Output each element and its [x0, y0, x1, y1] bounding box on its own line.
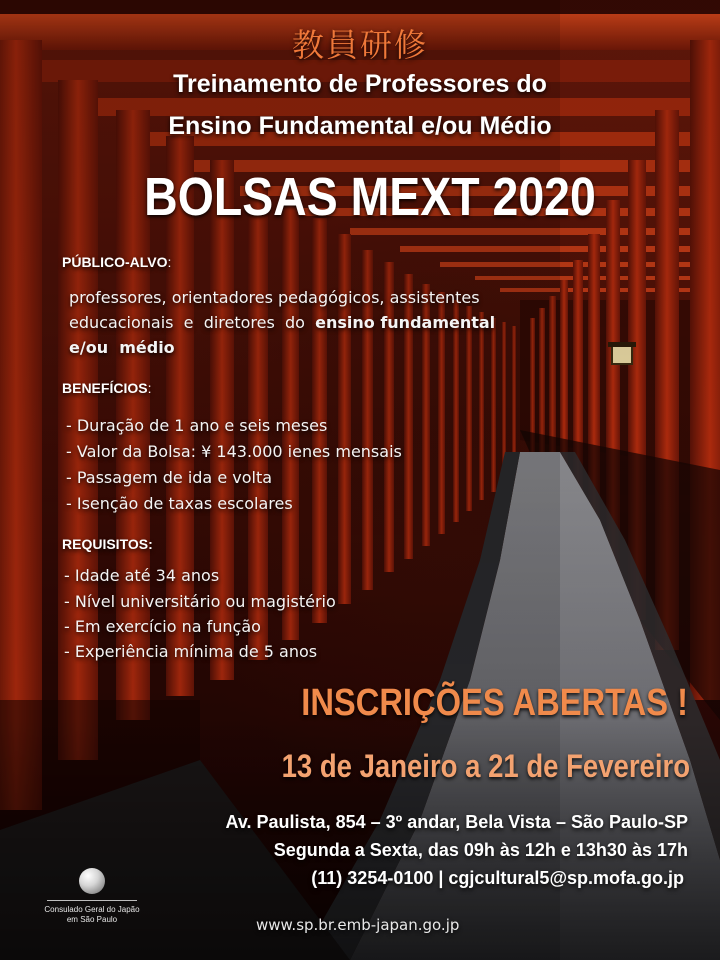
- logo-text-line-2: em São Paulo: [66, 915, 118, 924]
- requisito-item: - Idade até 34 anos: [64, 566, 220, 585]
- requisito-item: - Experiência mínima de 5 anos: [64, 642, 318, 661]
- requisito-item: - Nível universitário ou magistério: [64, 592, 336, 611]
- consulate-emblem-icon: [79, 868, 105, 894]
- title-line-2: Ensino Fundamental e/ou Médio: [168, 112, 552, 140]
- contact-hours: Segunda a Sexta, das 09h às 12h e 13h30 às 17h: [273, 840, 688, 860]
- contact-address: Av. Paulista, 854 – 3º andar, Bela Vista – São Paulo-SP: [225, 812, 688, 832]
- publico-line-3: e/ou médio: [69, 338, 175, 357]
- publico-line-2: [69, 313, 495, 332]
- title-line-1: Treinamento de Professores do: [173, 70, 547, 98]
- publico-line-2-bold: ensino fundamental: [315, 313, 496, 332]
- logo-text-line-1: Consulado Geral do Japão: [44, 905, 140, 914]
- beneficio-item: - Duração de 1 ano e seis meses: [66, 416, 328, 435]
- contact-phone-email: (11) 3254-0100 | cgjcultural5@sp.mofa.go.jp: [311, 868, 684, 888]
- requisito-item: - Em exercício na função: [64, 617, 261, 636]
- publico-line-1: professores, orientadores pedagógicos, assistentes: [69, 288, 480, 307]
- website-link[interactable]: www.sp.br.emb-japan.go.jp: [256, 916, 460, 934]
- headline: BOLSAS MEXT 2020: [144, 167, 596, 227]
- beneficio-item: - Isenção de taxas escolares: [66, 494, 293, 513]
- beneficios-heading: [62, 380, 151, 396]
- publico-alvo-heading: [62, 254, 171, 270]
- publico-alvo-label: PÚBLICO-ALVO: [62, 254, 168, 270]
- logo-divider: [47, 900, 137, 901]
- beneficio-item: - Valor da Bolsa: ¥ 143.000 ienes mensais: [66, 442, 402, 461]
- beneficios-label: BENEFÍCIOS: [62, 380, 148, 396]
- publico-line-2-text: educacionais e diretores do: [69, 313, 316, 332]
- consulate-logo: [24, 868, 160, 925]
- inscricoes-dates: 13 de Janeiro a 21 de Fevereiro: [281, 748, 690, 784]
- beneficio-item: - Passagem de ida e volta: [66, 468, 273, 487]
- requisitos-heading: REQUISITOS:: [62, 536, 153, 552]
- publico-alvo-colon: :: [167, 254, 172, 270]
- inscricoes-abertas: INSCRIÇÕES ABERTAS !: [301, 682, 688, 724]
- kanji-title: 教員研修: [291, 26, 428, 64]
- beneficios-colon: :: [147, 380, 152, 396]
